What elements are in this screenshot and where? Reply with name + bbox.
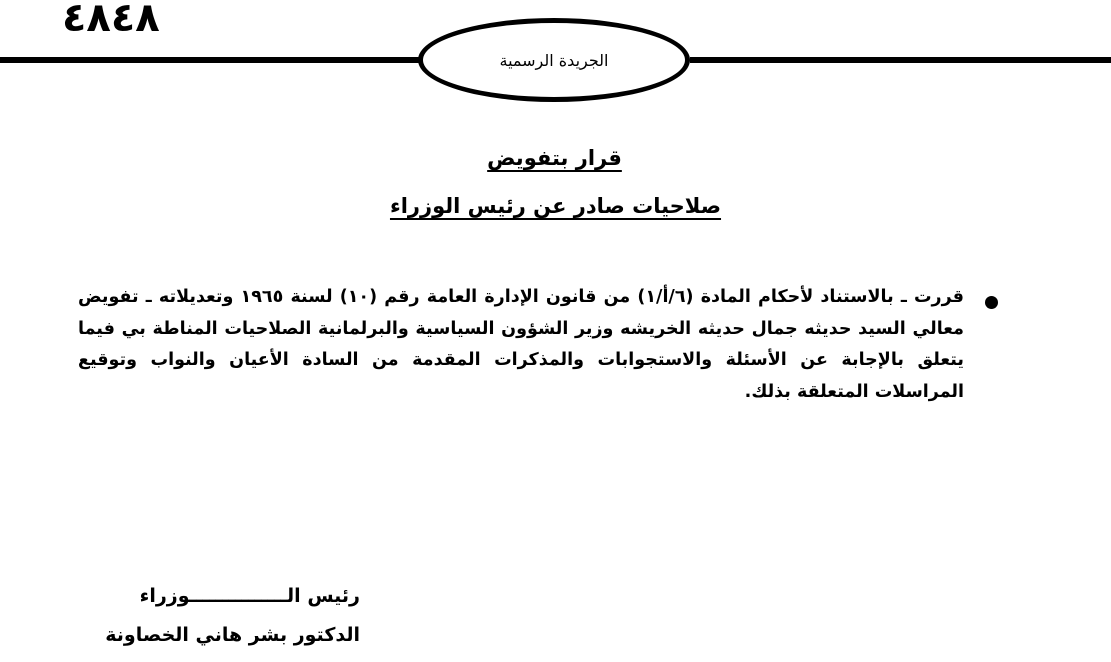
bullet-dot — [985, 296, 998, 309]
decision-subtitle: صلاحيات صادر عن رئيس الوزراء — [389, 194, 722, 218]
decision-paragraph: قررت ـ بالاستناد لأحكام المادة (٦/أ/١) من قانون الإدارة العامة رقم (١٠) لسنة ١٩٦٥ وتعديلاته ـ تفويض معالي السيد حديثه جمال حديثه الخريشه وزير الشؤون السياسية والبرلمانية الصلاحيات المناطة بي فيما يتعلق بالإجابة عن الأسئلة والاستجوابات والمذكرات المقدمة من السادة الأعيان والنواب وتوقيع المراسلات المتعلقة بذلك. — [78, 287, 964, 402]
page-number: ٤٨٤٨ — [62, 0, 160, 41]
header-rule-left — [0, 57, 424, 63]
signatory-position: رئيس الـــــــــــــــوزراء — [139, 585, 360, 607]
header-rule-right — [690, 57, 1111, 63]
publication-oval — [418, 18, 690, 102]
publication-name: الجريدة الرسمية — [499, 50, 609, 70]
decision-title: قرار بتفويض — [487, 146, 622, 170]
signatory-name: الدكتور بشر هاني الخصاونة — [105, 624, 360, 646]
